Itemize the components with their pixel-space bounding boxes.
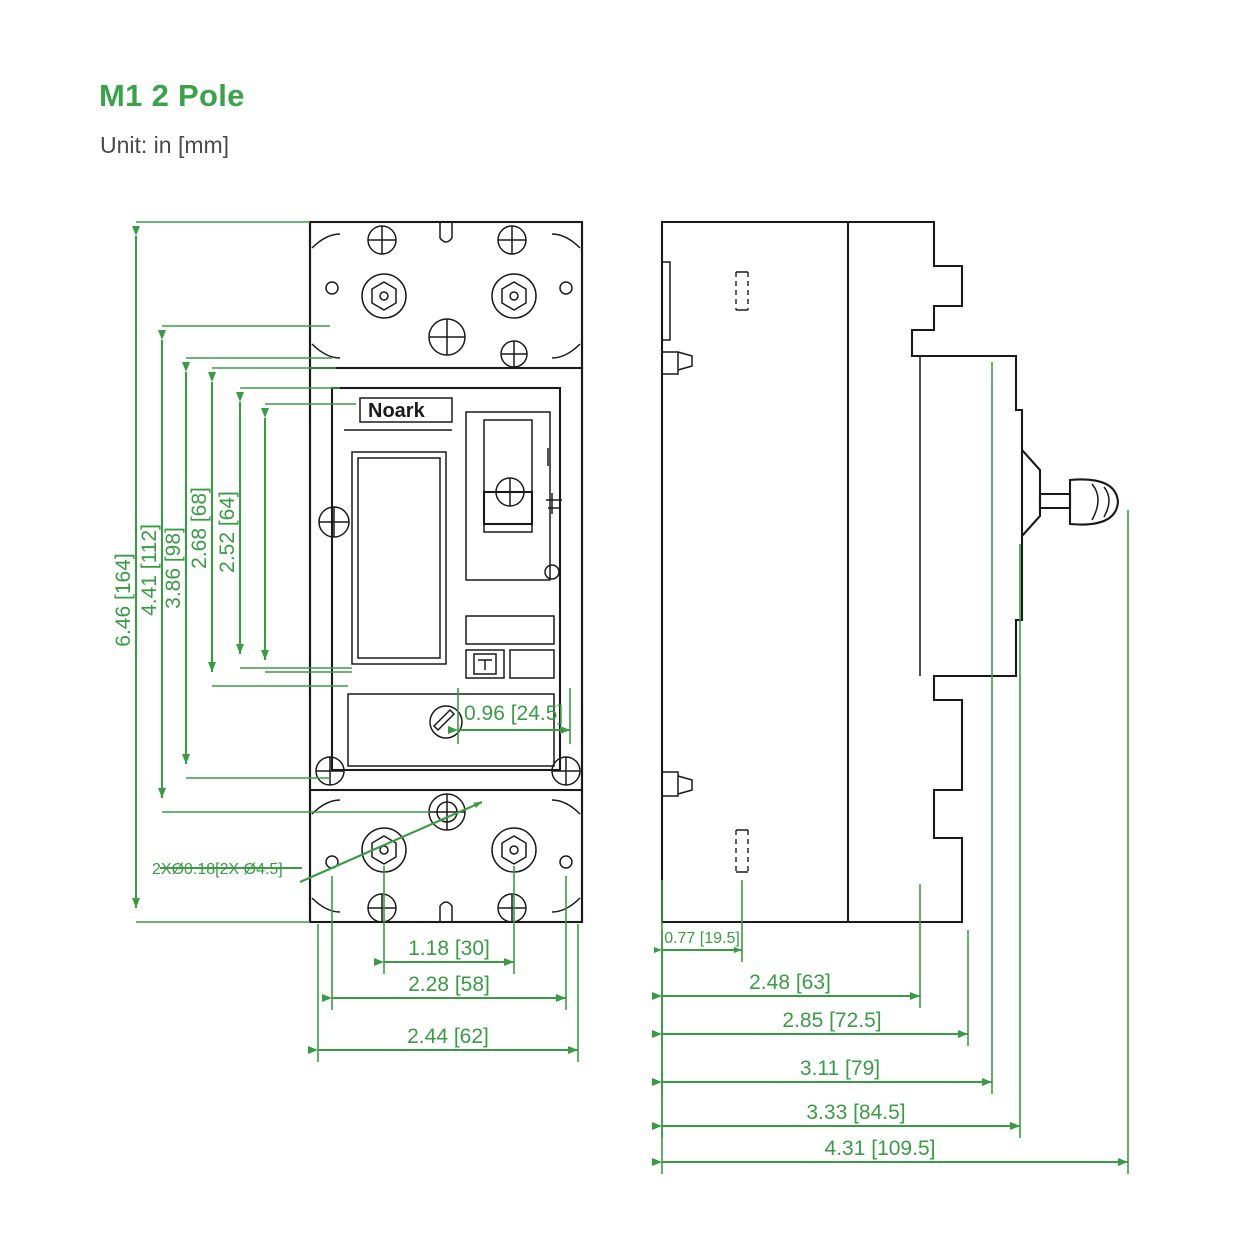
dim-side-h-5: 4.31 [109.5] (824, 1137, 936, 1160)
dim-front-v-2: 4.41 [112] (138, 524, 161, 616)
dim-front-v-1: 6.46 [164] (112, 553, 135, 647)
svg-text:Noark: Noark (368, 400, 425, 422)
dim-front-v-5: 2.52 [64] (216, 491, 239, 573)
screw-secondary-top (501, 341, 527, 367)
front-view-horizontal-dimensions (318, 866, 578, 1062)
dim-front-inline-0-96: 0.96 [24.5] (464, 702, 564, 725)
dim-front-h-2: 2.28 [58] (408, 973, 490, 996)
unit-note: Unit: in [mm] (100, 132, 230, 158)
terminal-lug-bottom-left (362, 828, 406, 872)
side-view-dimensions (662, 362, 1128, 1174)
dim-side-h-2: 2.85 [72.5] (782, 1009, 882, 1032)
dim-side-small: 0.77 [19.5] (664, 930, 740, 947)
screw-right-lower (552, 757, 580, 785)
screw-left-lower (316, 757, 344, 785)
dim-side-h-3: 3.11 [79] (799, 1057, 881, 1080)
dim-front-h-1: 1.18 [30] (408, 937, 490, 960)
dim-side-h-1: 2.48 [63] (749, 971, 831, 994)
hole-callout (152, 802, 482, 882)
screw-left-middle (319, 507, 349, 537)
terminal-lug-bottom-right (492, 828, 536, 872)
mounting-hole-top (429, 319, 465, 355)
front-view-vertical-dimensions (112, 222, 430, 922)
screw-bottom-left (368, 894, 396, 922)
screw-top-right (498, 226, 526, 254)
dim-front-v-4: 2.68 [68] (188, 487, 211, 569)
dim-front-h-3: 2.44 [62] (407, 1025, 489, 1048)
trip-icon (474, 654, 496, 674)
screw-top-left (368, 226, 396, 254)
screw-bottom-right (498, 894, 526, 922)
page-title: M1 2 Pole (99, 78, 245, 113)
terminal-lug-top-right (492, 274, 536, 318)
dim-side-h-4: 3.33 [84.5] (806, 1101, 906, 1124)
hole-callout-label: 2XØ0.18[2X Ø4.5] (152, 861, 283, 878)
handle-screw (496, 478, 524, 506)
dim-front-v-3: 3.86 [98] (162, 527, 185, 609)
terminal-lug-top-left (362, 274, 406, 318)
front-view-inline-dimension (458, 688, 570, 744)
side-view-body (662, 222, 1118, 922)
